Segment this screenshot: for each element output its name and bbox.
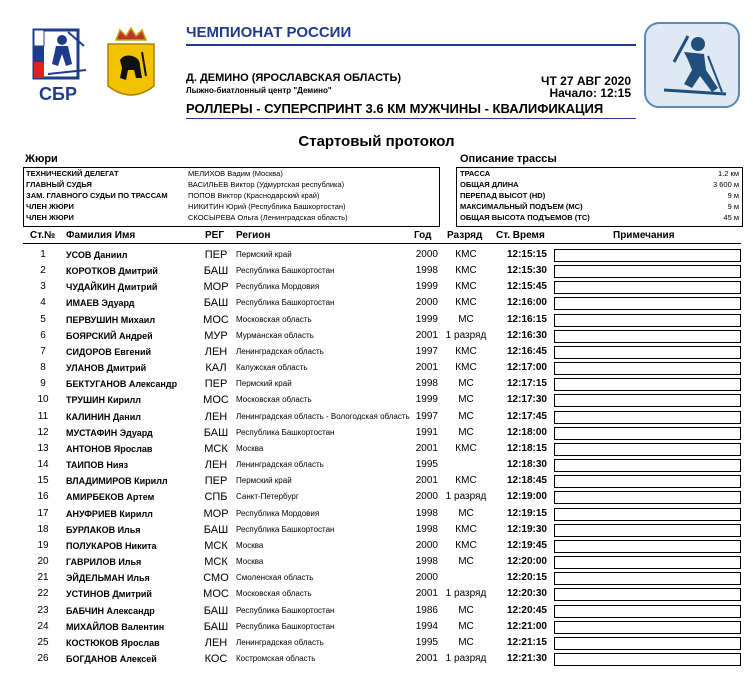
birth-year: 1998 [415, 523, 438, 535]
athlete-name: КАЛИНИН Данил [66, 411, 141, 422]
start-time: 12:18:00 [506, 426, 547, 438]
notes-cell [554, 314, 741, 327]
start-time: 12:17:15 [506, 378, 547, 390]
birth-year: 2001 [415, 329, 438, 341]
region-code: СМО [203, 572, 229, 585]
table-row [0, 489, 753, 505]
start-time: 12:20:30 [506, 588, 547, 600]
region-code: МОС [203, 394, 229, 407]
table-row [0, 279, 753, 295]
region-code: БАШ [203, 523, 229, 536]
birth-year: 1999 [415, 281, 438, 293]
birth-year: 2001 [415, 475, 438, 487]
table-row [0, 360, 753, 376]
start-time: 12:20:00 [506, 556, 547, 568]
start-time: 12:21:00 [506, 620, 547, 632]
region-code: МОР [203, 281, 229, 294]
athlete-name: ГАВРИЛОВ Илья [66, 557, 142, 568]
start-number: 26 [37, 653, 49, 664]
race-date: ЧТ 27 АВГ 2020 [541, 74, 631, 88]
sport-rank: МС [458, 394, 474, 406]
sport-rank: МС [458, 620, 474, 632]
athlete-name: ПОЛУКАРОВ Никита [66, 540, 157, 551]
athlete-name: МУСТАФИН Эдуард [66, 427, 153, 438]
start-time: 12:16:15 [506, 313, 547, 325]
athlete-name: ВЛАДИМИРОВ Кирилл [66, 476, 168, 487]
table-row [0, 376, 753, 392]
start-number: 15 [37, 475, 49, 487]
col-header-region: Регион [236, 230, 271, 241]
athlete-name: БОЯРСКИЙ Андрей [66, 330, 153, 341]
athlete-name: СИДОРОВ Евгений [66, 346, 152, 357]
start-number: 18 [37, 523, 49, 535]
region-name: Московская область [236, 314, 312, 324]
jury-member: ПОПОВ Виктор (Краснодарский край) [188, 191, 320, 200]
athlete-name: ТАИПОВ Нияз [66, 460, 129, 471]
notes-cell [554, 621, 741, 634]
table-row [0, 554, 753, 570]
notes-cell [554, 475, 741, 488]
race-title: РОЛЛЕРЫ - СУПЕРСПРИНТ 3.6 КМ МУЖЧИНЫ - КВАЛИФИКАЦИЯ [186, 101, 604, 116]
birth-year: 2001 [415, 653, 438, 664]
birth-year: 1999 [415, 394, 438, 406]
sport-rank: КМС [455, 265, 477, 277]
region-name: Пермский край [236, 250, 292, 259]
start-number: 7 [40, 345, 46, 357]
birth-year: 2001 [415, 588, 438, 600]
jury-role: ЧЛЕН ЖЮРИ [26, 202, 74, 211]
birth-year: 1999 [415, 313, 438, 325]
table-row [0, 295, 753, 311]
table-row [0, 506, 753, 522]
sport-rank: МС [458, 410, 474, 422]
notes-cell [554, 281, 741, 294]
sport-rank: МС [458, 507, 474, 519]
athlete-name: ТРУШИН Кирилл [66, 395, 141, 406]
table-row [0, 570, 753, 586]
region-name: Республика Мордовия [236, 508, 320, 518]
start-number: 11 [37, 410, 49, 422]
birth-year: 1986 [415, 604, 438, 616]
region-name: Пермский край [236, 476, 292, 486]
table-row [0, 344, 753, 360]
region-name: Республика Башкортостан [236, 298, 335, 308]
region-code: КОС [204, 653, 228, 665]
header-divider [23, 243, 741, 244]
athlete-name: КОРОТКОВ Дмитрий [66, 266, 158, 277]
track-value: 9 м [727, 202, 739, 211]
birth-year: 2000 [415, 491, 438, 503]
notes-cell [554, 556, 741, 569]
col-header-notes: Примечания [613, 230, 675, 241]
jury-title: Жюри [25, 153, 58, 165]
start-time: 12:15:45 [506, 281, 547, 293]
notes-cell [554, 427, 741, 440]
start-time: 12:17:30 [506, 394, 547, 406]
sport-rank: МС [458, 426, 474, 438]
sport-rank: КМС [455, 523, 477, 535]
notes-cell [554, 249, 741, 262]
notes-cell [554, 346, 741, 359]
table-row [0, 312, 753, 328]
jury-member: СКОСЫРЕВА Ольга (Ленинградская область) [188, 213, 348, 222]
birth-year: 1998 [415, 265, 438, 277]
col-header-year: Год [414, 230, 432, 241]
region-name: Республика Мордовия [236, 282, 320, 292]
biathlon-pictogram [644, 22, 740, 108]
track-row [460, 179, 739, 190]
notes-cell [554, 588, 741, 601]
region-name: Республика Башкортостан [236, 427, 335, 437]
region-name: Ленинградская область [236, 637, 324, 647]
region-name: Костромская область [236, 654, 316, 663]
table-row [0, 263, 753, 279]
start-time: 12:16:30 [506, 329, 547, 341]
notes-cell [554, 443, 741, 456]
athlete-name: АНТОНОВ Ярослав [66, 443, 153, 454]
sport-rank: МС [458, 556, 474, 568]
sport-rank: 1 разряд [445, 653, 487, 664]
track-label: ОБЩАЯ ДЛИНА [460, 180, 519, 189]
start-number: 22 [37, 588, 49, 600]
start-time: 12:19:30 [506, 523, 547, 535]
start-number: 25 [37, 636, 49, 648]
region-code: БАШ [203, 265, 229, 278]
birth-year: 1998 [415, 556, 438, 568]
col-header-no: Ст.№ [30, 230, 56, 241]
region-name: Москва [236, 540, 264, 550]
sport-rank: КМС [455, 249, 477, 260]
track-row [460, 212, 739, 223]
jury-role: ГЛАВНЫЙ СУДЬЯ [26, 180, 92, 189]
region-code: БАШ [203, 604, 229, 617]
track-label: МАКСИМАЛЬНЫЙ ПОДЪЕМ (MC) [460, 202, 583, 211]
sport-rank [443, 570, 489, 586]
start-number: 3 [40, 281, 46, 293]
start-number: 23 [37, 604, 49, 616]
region-code: МСК [204, 539, 228, 552]
notes-cell [554, 605, 741, 618]
birth-year: 2001 [415, 362, 438, 374]
start-time: 12:20:45 [506, 604, 547, 616]
birth-year: 2000 [415, 539, 438, 551]
sport-rank: КМС [455, 297, 477, 309]
region-name: Республика Башкортостан [236, 605, 335, 615]
notes-cell [554, 572, 741, 585]
athlete-name: БАБЧИН Александр [66, 605, 155, 616]
jury-role: ТЕХНИЧЕСКИЙ ДЕЛЕГАТ [26, 169, 119, 178]
sport-rank [443, 457, 489, 473]
track-value: 45 м [723, 213, 739, 222]
birth-year: 1997 [415, 345, 438, 357]
start-number: 4 [40, 297, 46, 309]
start-time: 12:15:30 [506, 265, 547, 277]
table-row [0, 586, 753, 602]
venue-center: Лыжно-биатлонный центр "Демино" [186, 86, 332, 95]
athlete-name: ИМАЕВ Эдуард [66, 298, 135, 309]
birth-year: 1995 [415, 459, 438, 471]
start-number: 5 [40, 313, 46, 325]
region-code: МОР [203, 507, 229, 520]
start-time: 12:16:00 [506, 297, 547, 309]
notes-cell [554, 653, 741, 666]
start-time: 12:19:00 [506, 491, 547, 503]
start-number: 2 [40, 265, 46, 277]
region-code: БАШ [203, 620, 229, 633]
region-code: ЛЕН [204, 459, 228, 472]
track-label: ТРАССА [460, 169, 491, 178]
sport-rank: КМС [455, 442, 477, 454]
region-name: Московская область [236, 589, 312, 599]
jury-box [23, 167, 440, 227]
sport-rank: КМС [455, 345, 477, 357]
athlete-name: АМИРБЕКОВ Артем [66, 492, 155, 503]
athlete-name: БЕКТУГАНОВ Александр [66, 379, 178, 390]
region-name: Московская область [236, 395, 312, 405]
start-number: 8 [40, 362, 46, 374]
col-header-rank: Разряд [447, 230, 483, 241]
athlete-name: БОГДАНОВ Алексей [66, 654, 157, 664]
birth-year: 1998 [415, 507, 438, 519]
notes-cell [554, 378, 741, 391]
table-row [0, 328, 753, 344]
sport-rank: 1 разряд [445, 491, 487, 503]
track-row [460, 190, 739, 201]
birth-year: 2000 [415, 572, 438, 584]
notes-cell [554, 459, 741, 472]
start-number: 21 [37, 572, 49, 584]
sport-rank: КМС [455, 281, 477, 293]
title-divider [186, 44, 636, 46]
start-number: 9 [40, 378, 46, 390]
table-row [0, 651, 753, 667]
table-row [0, 635, 753, 651]
birth-year: 2000 [415, 249, 438, 260]
athlete-name: УЛАНОВ Дмитрий [66, 363, 147, 374]
start-time: 12:15:15 [506, 249, 547, 260]
table-row [0, 409, 753, 425]
birth-year: 1994 [415, 620, 438, 632]
sport-rank: 1 разряд [445, 329, 487, 341]
region-code: ПЕР [204, 475, 228, 488]
region-code: ЛЕН [204, 636, 228, 649]
region-code: МСК [204, 442, 228, 455]
region-code: БАШ [203, 297, 229, 310]
race-divider [186, 118, 636, 119]
sport-rank: 1 разряд [445, 588, 487, 600]
track-title: Описание трассы [460, 153, 557, 165]
region-code: МОС [203, 588, 229, 601]
jury-member: ВАСИЛЬЕВ Виктор (Удмуртская республика) [188, 180, 345, 189]
region-name: Мурманская область [236, 330, 314, 340]
table-row [0, 441, 753, 457]
birth-year: 2000 [415, 297, 438, 309]
start-number: 19 [37, 539, 49, 551]
race-start-time: Начало: 12:15 [549, 86, 631, 100]
start-number: 20 [37, 556, 49, 568]
table-row [0, 603, 753, 619]
table-row [0, 619, 753, 635]
sport-rank: МС [458, 636, 474, 648]
track-row [460, 168, 739, 179]
region-name: Москва [236, 557, 264, 567]
region-name: Калужская область [236, 363, 308, 373]
athlete-name: КОСТЮКОВ Ярослав [66, 637, 160, 648]
region-code: СПБ [204, 491, 228, 504]
track-value: 9 м [727, 191, 739, 200]
athlete-name: УСОВ Даниил [66, 250, 128, 260]
start-time: 12:19:15 [506, 507, 547, 519]
sport-rank: КМС [455, 475, 477, 487]
col-header-reg: РЕГ [205, 230, 225, 241]
birth-year: 1995 [415, 636, 438, 648]
yaroslavl-coat-of-arms [104, 26, 158, 106]
document-title: Стартовый протокол [298, 133, 455, 150]
sbr-logo [28, 24, 92, 110]
table-row [0, 538, 753, 554]
notes-cell [554, 297, 741, 310]
region-code: БАШ [203, 426, 229, 439]
region-name: Республика Башкортостан [236, 266, 335, 276]
region-code: ПЕР [204, 249, 228, 261]
start-time: 12:21:15 [506, 636, 547, 648]
athlete-name: ЭЙДЕЛЬМАН Илья [66, 573, 150, 584]
sport-rank: МС [458, 313, 474, 325]
region-name: Санкт-Петербург [236, 492, 299, 502]
birth-year: 1998 [415, 378, 438, 390]
start-time: 12:21:30 [506, 653, 547, 664]
birth-year: 1997 [415, 410, 438, 422]
track-row [460, 201, 739, 212]
track-label: ПЕРЕПАД ВЫСОТ (HD) [460, 191, 546, 200]
sport-rank: КМС [455, 362, 477, 374]
start-time: 12:17:00 [506, 362, 547, 374]
region-name: Ленинградская область - Вологодская область [236, 411, 410, 421]
notes-cell [554, 508, 741, 521]
venue: Д. ДЕМИНО (ЯРОСЛАВСКАЯ ОБЛАСТЬ) [186, 72, 402, 84]
region-code: МСК [204, 556, 228, 569]
track-label: ОБЩАЯ ВЫСОТА ПОДЪЕМОВ (TC) [460, 213, 590, 222]
notes-cell [554, 491, 741, 504]
start-number: 24 [37, 620, 49, 632]
region-name: Пермский край [236, 379, 292, 389]
start-number: 10 [37, 394, 49, 406]
birth-year: 1991 [415, 426, 438, 438]
table-row [0, 247, 753, 263]
start-time: 12:18:45 [506, 475, 547, 487]
region-code: КАЛ [205, 362, 227, 375]
region-name: Республика Башкортостан [236, 621, 335, 631]
notes-cell [554, 362, 741, 375]
region-name: Ленинградская область [236, 346, 324, 356]
region-code: МОС [203, 313, 229, 326]
table-row [0, 473, 753, 489]
region-code: ЛЕН [204, 345, 228, 358]
jury-member: НИКИТИН Юрий (Республика Башкортостан) [188, 202, 346, 211]
notes-cell [554, 540, 741, 553]
region-name: Ленинградская область [236, 460, 324, 470]
sport-rank: МС [458, 604, 474, 616]
track-box [456, 167, 743, 227]
notes-cell [554, 330, 741, 343]
notes-cell [554, 637, 741, 650]
region-name: Москва [236, 443, 264, 453]
notes-cell [554, 265, 741, 278]
start-time: 12:19:45 [506, 539, 547, 551]
start-time: 12:18:30 [506, 459, 547, 471]
athlete-name: АНУФРИЕВ Кирилл [66, 508, 153, 519]
athlete-name: БУРЛАКОВ Илья [66, 524, 141, 535]
start-number: 14 [37, 459, 49, 471]
track-value: 3 600 м [712, 180, 739, 189]
notes-cell [554, 411, 741, 424]
athlete-name: МИХАЙЛОВ Валентин [66, 621, 165, 632]
sbr-logo-text: СБР [39, 84, 77, 104]
championship-title: ЧЕМПИОНАТ РОССИИ [186, 24, 352, 41]
table-row [0, 425, 753, 441]
start-time: 12:16:45 [506, 345, 547, 357]
start-number: 17 [37, 507, 49, 519]
region-code: ЛЕН [204, 410, 228, 423]
birth-year: 2001 [415, 442, 438, 454]
table-row [0, 522, 753, 538]
athlete-name: ПЕРВУШИН Михаил [66, 314, 156, 325]
sport-rank: МС [458, 378, 474, 390]
athlete-name: ЧУДАЙКИН Дмитрий [66, 282, 158, 293]
start-number: 16 [37, 491, 49, 503]
start-number: 13 [37, 442, 49, 454]
col-header-name: Фамилия Имя [66, 230, 136, 241]
jury-member: МЕЛИХОВ Вадим (Москва) [188, 169, 283, 178]
jury-role: ЗАМ. ГЛАВНОГО СУДЬИ ПО ТРАССАМ [26, 191, 168, 200]
athlete-name: УСТИНОВ Дмитрий [66, 589, 152, 600]
table-row [0, 457, 753, 473]
start-time: 12:20:15 [506, 572, 547, 584]
notes-cell [554, 524, 741, 537]
table-row [0, 392, 753, 408]
region-name: Республика Башкортостан [236, 524, 335, 534]
notes-cell [554, 394, 741, 407]
region-code: МУР [204, 329, 228, 342]
jury-role: ЧЛЕН ЖЮРИ [26, 213, 74, 222]
sport-rank: КМС [455, 539, 477, 551]
region-name: Смоленская область [236, 573, 314, 583]
start-number: 12 [37, 426, 49, 438]
start-time: 12:18:15 [506, 442, 547, 454]
track-value: 1.2 км [718, 169, 739, 178]
region-code: ПЕР [204, 378, 228, 391]
start-time: 12:17:45 [506, 410, 547, 422]
start-number: 1 [40, 249, 46, 260]
col-header-start: Ст. Время [496, 230, 545, 241]
start-number: 6 [40, 329, 46, 341]
